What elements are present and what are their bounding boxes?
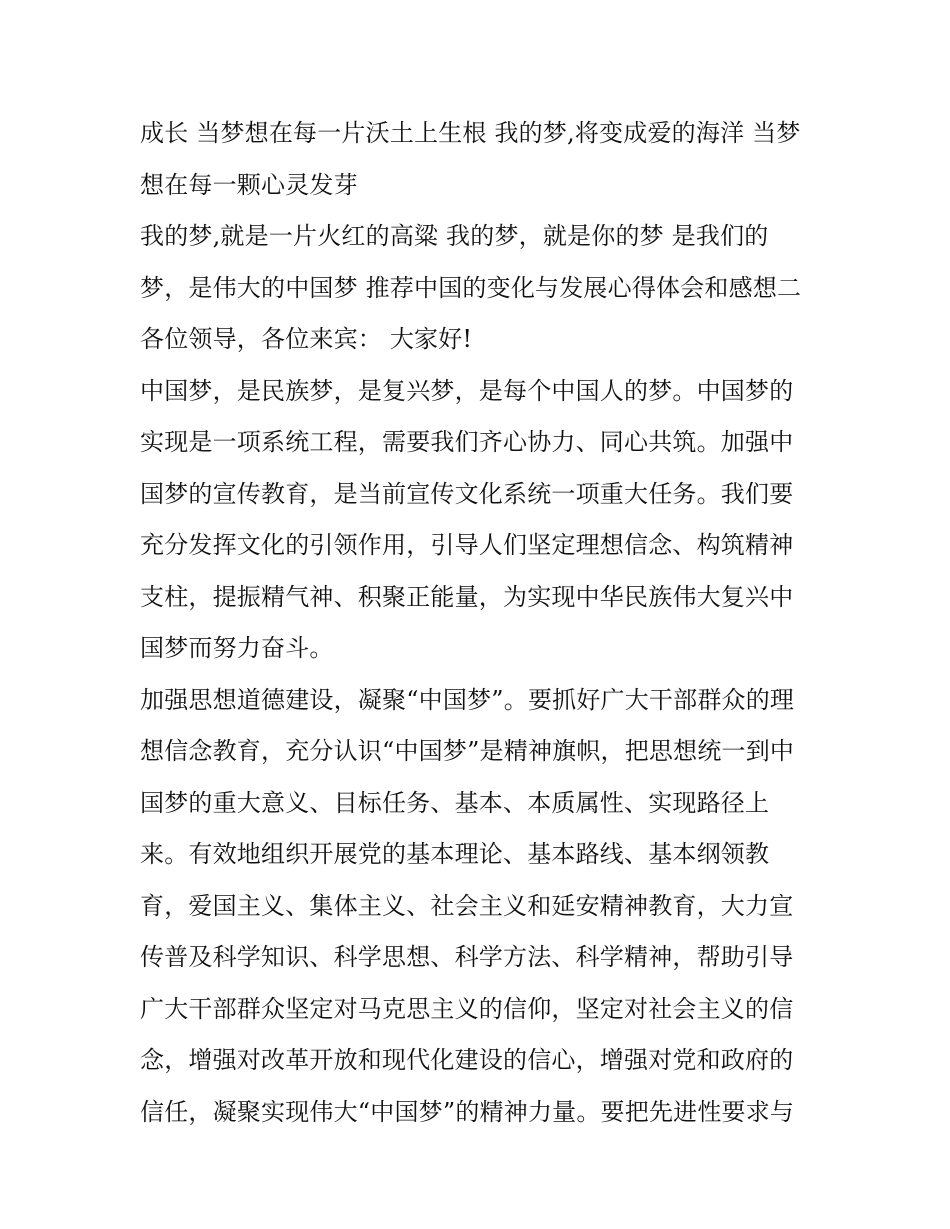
paragraph-dream-growth: 成长 当梦想在每一片沃土上生根 我的梦,将变成爱的海洋 当梦想在每一颗心灵发芽 [140,119,801,199]
paragraph-china-dream-intro: 我的梦,就是一片火红的高粱 我的梦，就是你的梦 是我们的梦，是伟大的中国梦 推荐中国的变化与发展心得体会和感想二 各位领导，各位来宾： 大家好! [140,222,802,353]
paragraph-ideological-building: 加强思想道德建设，凝聚“中国梦”。要抓好广大干部群众的理想信念教育，充分认识“中国梦”是精神旗帜，把思想统一到中国梦的重大意义、目标任务、基本、本质属性、实现路径上来。有效地组织开展党的基本理论、基本路线、基本纲领教育，爱国主义、集体主义、社会主义和延安精神教育，大力宣传普及科学知识、科学思想、科学方法、科学精神，帮助引导广大干部群众坚定对马克思主义的信仰，坚定对社会主义的信念，增强对改革开放和现代化建设的信心，增强对党和政府的信任，凝聚实现伟大“中国梦”的精神力量。要把先进性要求与 [140,685,795,1126]
document-body [140,108,812,1138]
paragraph-china-dream-meaning: 中国梦，是民族梦，是复兴梦，是每个中国人的梦。中国梦的实现是一项系统工程，需要我们齐心协力、同心共筑。加强中国梦的宣传教育，是当前宣传文化系统一项重大任务。我们要充分发挥文化的引领作用，引导人们坚定理想信念、构筑精神支柱，提振精气神、积聚正能量，为实现中华民族伟大复兴中国梦而努力奋斗。 [140,376,794,662]
